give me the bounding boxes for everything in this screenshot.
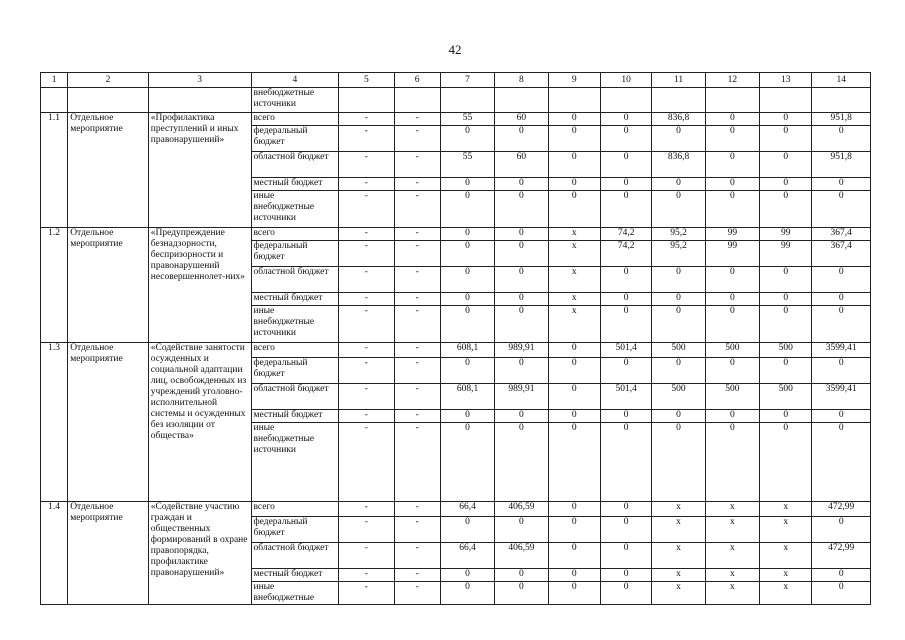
value-cell: 608,1 [440,384,494,410]
value-cell: 501,4 [600,384,651,410]
value-cell: 0 [548,502,600,517]
value-cell: - [394,293,440,306]
value-cell: 0 [548,582,600,605]
value-cell: 0 [812,582,871,605]
value-cell: 99 [705,241,759,267]
value-cell: 99 [705,228,759,241]
value-cell: 0 [440,410,494,423]
column-number: 11 [652,73,705,88]
value-cell: 0 [812,569,871,582]
value-cell: 0 [548,178,600,191]
value-cell: 0 [705,306,759,343]
value-cell: x [652,569,705,582]
value-cell: 0 [705,267,759,293]
column-number: 12 [705,73,759,88]
value-cell: 0 [705,113,759,126]
measure-type: Отдельное мероприятие [68,502,149,605]
empty-cell [812,88,871,113]
table-row [41,113,871,126]
funding-source: иные внебюджетные [251,582,339,605]
funding-source: местный бюджет [251,410,339,423]
value-cell: 0 [812,410,871,423]
value-cell: 0 [652,293,705,306]
funding-source: всего [251,343,339,358]
value-cell: x [548,306,600,343]
value-cell: 0 [495,293,548,306]
value-cell: 500 [760,384,812,410]
measure-code: 1.4 [41,502,68,605]
value-cell: 0 [705,178,759,191]
value-cell: 0 [548,569,600,582]
value-cell: 0 [600,152,651,178]
value-cell: x [548,293,600,306]
value-cell: 0 [600,410,651,423]
value-cell: - [339,306,394,343]
value-cell: 951,8 [812,152,871,178]
value-cell: 3599,41 [812,384,871,410]
value-cell: x [548,241,600,267]
value-cell: - [339,410,394,423]
value-cell: - [394,517,440,543]
measure-code: 1.3 [41,343,68,502]
value-cell: 0 [600,178,651,191]
value-cell: - [394,384,440,410]
value-cell: 406,59 [495,502,548,517]
funding-source: иные внебюджетные источники [251,191,339,228]
value-cell: - [394,113,440,126]
value-cell: 0 [600,517,651,543]
funding-source: местный бюджет [251,178,339,191]
value-cell: 0 [812,306,871,343]
value-cell: 0 [440,191,494,228]
measure-type: Отдельное мероприятие [68,228,149,343]
value-cell: 367,4 [812,241,871,267]
measure-name: «Предупреждение безнадзорности, беспризорности и правонарушений несовершеннолет-них» [148,228,251,343]
empty-cell [148,88,251,113]
value-cell: 0 [495,241,548,267]
value-cell: 0 [812,517,871,543]
value-cell: - [339,178,394,191]
column-number: 2 [68,73,149,88]
table-header-row [41,73,871,88]
column-number: 7 [440,73,494,88]
value-cell: 0 [548,358,600,384]
value-cell: 0 [495,410,548,423]
value-cell: 0 [548,423,600,502]
value-cell: 0 [440,306,494,343]
measure-type: Отдельное мероприятие [68,113,149,228]
value-cell: - [394,502,440,517]
value-cell: - [339,358,394,384]
value-cell: - [339,113,394,126]
value-cell: 500 [760,343,812,358]
value-cell: 55 [440,113,494,126]
value-cell: - [394,241,440,267]
value-cell: 0 [812,191,871,228]
value-cell: 0 [600,191,651,228]
value-cell: 406,59 [495,543,548,569]
value-cell: 0 [440,423,494,502]
value-cell: 0 [495,178,548,191]
value-cell: x [760,502,812,517]
value-cell: 60 [495,113,548,126]
value-cell: - [339,423,394,502]
value-cell: 367,4 [812,228,871,241]
value-cell: 55 [440,152,494,178]
value-cell: 99 [760,228,812,241]
value-cell: x [705,543,759,569]
value-cell: 0 [548,126,600,152]
value-cell: - [394,306,440,343]
empty-cell [495,88,548,113]
value-cell: 0 [495,582,548,605]
value-cell: - [394,178,440,191]
value-cell: x [760,543,812,569]
value-cell: 0 [705,358,759,384]
measure-code: 1.2 [41,228,68,343]
value-cell: 0 [600,543,651,569]
value-cell: - [339,502,394,517]
column-number: 3 [148,73,251,88]
value-cell: 500 [652,343,705,358]
table-row [41,343,871,358]
value-cell: 0 [652,423,705,502]
value-cell: 0 [600,306,651,343]
value-cell: 0 [652,410,705,423]
funding-source: областной бюджет [251,152,339,178]
value-cell: 0 [760,267,812,293]
value-cell: - [339,267,394,293]
funding-source: местный бюджет [251,569,339,582]
funding-source: всего [251,502,339,517]
value-cell: - [394,569,440,582]
empty-cell [41,88,68,113]
value-cell: x [652,582,705,605]
value-cell: 0 [548,343,600,358]
value-cell: 0 [495,569,548,582]
value-cell: - [339,126,394,152]
value-cell: - [394,126,440,152]
value-cell: 0 [600,267,651,293]
value-cell: - [339,582,394,605]
value-cell: x [760,569,812,582]
value-cell: 0 [600,293,651,306]
value-cell: x [705,502,759,517]
value-cell: 0 [600,358,651,384]
value-cell: 472,99 [812,502,871,517]
value-cell: - [339,241,394,267]
page-number: 42 [448,42,462,57]
value-cell: x [705,517,759,543]
value-cell: 608,1 [440,343,494,358]
value-cell: 0 [705,152,759,178]
value-cell: 0 [652,267,705,293]
value-cell: 0 [440,241,494,267]
funding-source: областной бюджет [251,543,339,569]
funding-source: областной бюджет [251,384,339,410]
value-cell: 0 [548,152,600,178]
column-number: 10 [600,73,651,88]
value-cell: 0 [652,191,705,228]
value-cell: 0 [760,178,812,191]
value-cell: - [394,582,440,605]
value-cell: 0 [760,113,812,126]
value-cell: 836,8 [652,113,705,126]
value-cell: 836,8 [652,152,705,178]
empty-cell [600,88,651,113]
value-cell: 0 [548,191,600,228]
budget-table [40,72,871,605]
value-cell: 0 [812,423,871,502]
value-cell: 0 [812,267,871,293]
value-cell: 0 [600,569,651,582]
value-cell: 951,8 [812,113,871,126]
value-cell: - [394,343,440,358]
column-number: 4 [251,73,339,88]
value-cell: - [339,293,394,306]
value-cell: 500 [652,384,705,410]
funding-source: всего [251,228,339,241]
value-cell: 0 [812,126,871,152]
value-cell: - [339,543,394,569]
column-number: 14 [812,73,871,88]
value-cell: 0 [440,228,494,241]
measure-name: «Содействие участию граждан и общественных формирований в охране правопорядка, профилактике правонарушений» [148,502,251,605]
continuation-row [41,88,871,113]
funding-source: местный бюджет [251,293,339,306]
value-cell: 0 [760,126,812,152]
empty-cell [339,88,394,113]
value-cell: 0 [495,358,548,384]
value-cell: 0 [652,126,705,152]
value-cell: 0 [548,410,600,423]
value-cell: 0 [440,358,494,384]
value-cell: 0 [652,178,705,191]
value-cell: 0 [705,191,759,228]
value-cell: 0 [495,191,548,228]
value-cell: 0 [600,582,651,605]
column-number: 9 [548,73,600,88]
value-cell: 0 [495,423,548,502]
funding-source: внебюджетные источники [251,88,339,113]
value-cell: 0 [548,384,600,410]
funding-source: федеральный бюджет [251,517,339,543]
value-cell: 0 [760,306,812,343]
value-cell: 0 [548,113,600,126]
empty-cell [68,88,149,113]
value-cell: 0 [440,293,494,306]
value-cell: 66,4 [440,502,494,517]
empty-cell [705,88,759,113]
value-cell: 0 [760,293,812,306]
value-cell: 0 [705,410,759,423]
empty-cell [652,88,705,113]
value-cell: x [652,502,705,517]
column-number: 1 [41,73,68,88]
value-cell: 0 [705,423,759,502]
funding-source: федеральный бюджет [251,241,339,267]
value-cell: 66,4 [440,543,494,569]
value-cell: 0 [440,582,494,605]
value-cell: 0 [705,293,759,306]
value-cell: 0 [495,267,548,293]
value-cell: - [394,152,440,178]
value-cell: 0 [705,126,759,152]
value-cell: 500 [705,384,759,410]
value-cell: x [760,517,812,543]
value-cell: 60 [495,152,548,178]
funding-source: областной бюджет [251,267,339,293]
table-row [41,502,871,517]
value-cell: 0 [495,228,548,241]
measure-name: «Содействие занятости осужденных и социальной адаптации лиц, освобожденных из учреждений уголовно-исполнительной системы и осужденных без изоляции от общества» [148,343,251,502]
value-cell: 0 [600,113,651,126]
value-cell: 0 [600,126,651,152]
value-cell: - [394,423,440,502]
column-number: 6 [394,73,440,88]
value-cell: 0 [812,293,871,306]
value-cell: 0 [652,358,705,384]
value-cell: 0 [495,126,548,152]
value-cell: 0 [548,543,600,569]
funding-source: федеральный бюджет [251,126,339,152]
value-cell: 0 [812,358,871,384]
value-cell: 0 [760,423,812,502]
value-cell: - [394,191,440,228]
measure-type: Отдельное мероприятие [68,343,149,502]
value-cell: x [652,543,705,569]
value-cell: 472,99 [812,543,871,569]
table-row [41,228,871,241]
value-cell: - [339,191,394,228]
funding-source: федеральный бюджет [251,358,339,384]
value-cell: - [339,569,394,582]
value-cell: - [394,410,440,423]
value-cell: 0 [760,358,812,384]
empty-cell [548,88,600,113]
value-cell: 500 [705,343,759,358]
value-cell: 0 [812,178,871,191]
column-number: 5 [339,73,394,88]
value-cell: 74,2 [600,241,651,267]
value-cell: - [339,517,394,543]
funding-source: иные внебюджетные источники [251,306,339,343]
value-cell: 0 [600,502,651,517]
empty-cell [394,88,440,113]
column-number: 8 [495,73,548,88]
empty-cell [440,88,494,113]
value-cell: - [339,384,394,410]
value-cell: x [760,582,812,605]
value-cell: 0 [652,306,705,343]
funding-source: всего [251,113,339,126]
value-cell: 0 [760,191,812,228]
value-cell: 0 [440,126,494,152]
value-cell: 0 [600,423,651,502]
value-cell: 99 [760,241,812,267]
value-cell: 95,2 [652,241,705,267]
value-cell: 501,4 [600,343,651,358]
value-cell: 0 [440,178,494,191]
value-cell: 3599,41 [812,343,871,358]
value-cell: - [394,358,440,384]
value-cell: 0 [440,569,494,582]
value-cell: x [705,569,759,582]
value-cell: 0 [760,410,812,423]
value-cell: - [339,152,394,178]
value-cell: x [652,517,705,543]
value-cell: - [394,543,440,569]
column-number: 13 [760,73,812,88]
value-cell: 0 [440,517,494,543]
empty-cell [760,88,812,113]
value-cell: 74,2 [600,228,651,241]
value-cell: 0 [548,517,600,543]
value-cell: 0 [495,517,548,543]
measure-code: 1.1 [41,113,68,228]
value-cell: x [548,267,600,293]
value-cell: - [394,228,440,241]
value-cell: 989,91 [495,384,548,410]
value-cell: - [339,343,394,358]
measure-name: «Профилактика преступлений и иных правонарушений» [148,113,251,228]
value-cell: - [339,228,394,241]
funding-source: иные внебюджетные источники [251,423,339,502]
value-cell: x [705,582,759,605]
value-cell: - [394,267,440,293]
value-cell: 0 [760,152,812,178]
value-cell: 989,91 [495,343,548,358]
value-cell: x [548,228,600,241]
value-cell: 0 [440,267,494,293]
value-cell: 95,2 [652,228,705,241]
value-cell: 0 [495,306,548,343]
